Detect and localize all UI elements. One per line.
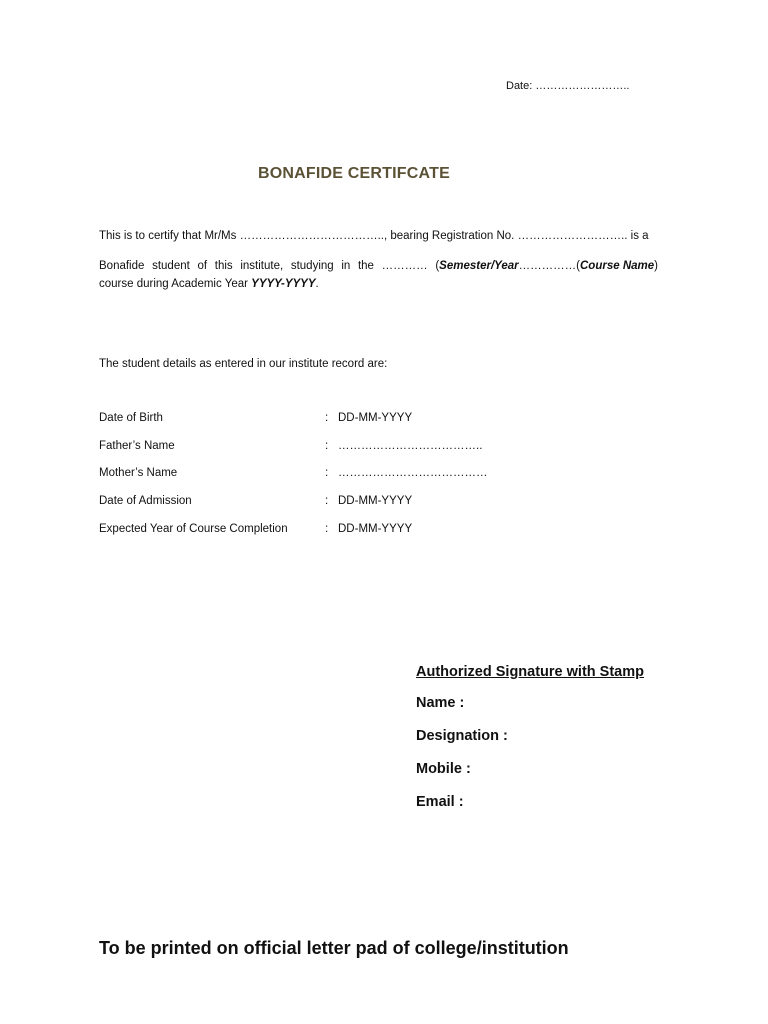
signature-name-label: Name : [416, 695, 465, 711]
word-bonafide: Bonafide [99, 260, 145, 272]
certify-line-1 [99, 230, 659, 242]
detail-value: DD-MM-YYYY [338, 412, 413, 424]
detail-label: Mother’s Name [99, 467, 178, 480]
word-of: of [197, 260, 208, 272]
course-name-label: Course Name [580, 260, 655, 272]
footer-note: To be printed on official letter pad of college/institution [99, 938, 569, 958]
date-placeholder: …………………….. [535, 80, 630, 92]
word-this: this [214, 260, 233, 272]
detail-colon: : [325, 467, 329, 480]
certify-line-2 [99, 257, 658, 275]
course-dots: …………… [518, 260, 577, 272]
word-institute: institute, [240, 260, 284, 272]
certify-registration-text: , bearing Registration No. [383, 230, 518, 242]
registration-placeholder: ……………………….. [517, 230, 628, 242]
details-intro: The student details as entered in our institute record are: [99, 358, 388, 370]
detail-colon: : [325, 439, 329, 452]
word-the: the [357, 260, 374, 272]
academic-year-suffix: . [315, 278, 319, 290]
word-studying: studying [290, 260, 334, 272]
academic-year-prefix: course during Academic Year [99, 278, 252, 290]
word-in: in [341, 260, 351, 272]
signature-designation-label: Designation : [416, 728, 508, 744]
date-label: Date: [506, 80, 536, 92]
signature-title: Authorized Signature with Stamp [416, 664, 644, 680]
certify-prefix: This is to certify that Mr/Ms [99, 230, 240, 242]
detail-value: DD-MM-YYYY [338, 495, 413, 508]
detail-label: Date of Birth [99, 412, 163, 424]
detail-colon: : [325, 412, 329, 424]
word-student: student [152, 260, 190, 272]
certify-paragraph [99, 257, 658, 293]
student-name-placeholder: ……………………………….. [239, 230, 384, 242]
detail-colon: : [325, 522, 329, 535]
page-title: BONAFIDE CERTIFCATE [258, 165, 450, 182]
signature-block [416, 664, 644, 826]
signature-mobile-label: Mobile : [416, 761, 471, 777]
detail-value: ……………………………….. [338, 439, 483, 452]
detail-label: Father’s Name [99, 439, 175, 452]
certify-line1-suffix: is a [627, 230, 649, 242]
signature-email-label: Email : [416, 794, 464, 810]
detail-label: Expected Year of Course Completion [99, 522, 288, 535]
detail-value: ………………………………… [338, 467, 488, 480]
date-line [506, 80, 629, 92]
detail-value: DD-MM-YYYY [338, 522, 413, 535]
academic-year: YYYY-YYYY [251, 278, 316, 290]
semester-year-label: Semester/Year [439, 260, 519, 272]
semester-dots: ………… [381, 260, 428, 272]
detail-label: Date of Admission [99, 495, 192, 508]
detail-colon: : [325, 495, 329, 508]
semester-course-group: (Semester/Year……………(Course Name) [435, 260, 658, 272]
certify-line-3 [99, 275, 658, 293]
